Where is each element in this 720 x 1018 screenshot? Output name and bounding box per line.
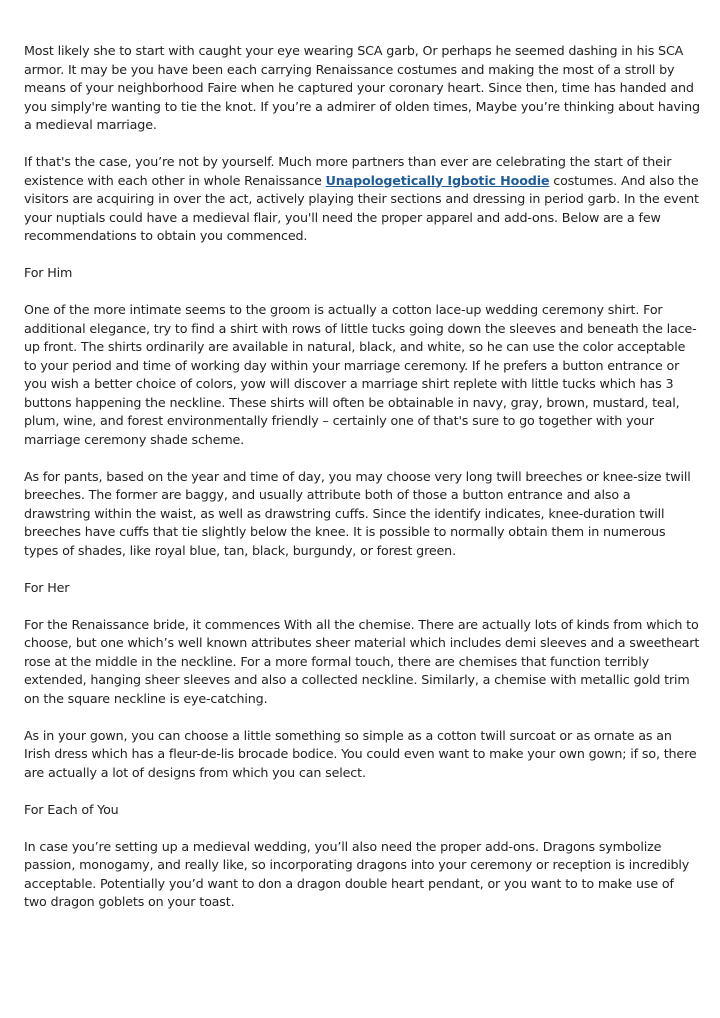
paragraph-chemise: For the Renaissance bride, it commences With all the chemise. There are actually lots of kinds from which to choose, but one which’s well known attributes sheer material which includes demi sleeves and a sweetheart rose at the middle in the neckline. For a more formal touch, there are chemises that function terribly extended, hanging sheer sleeves and also a collected neckline. Similarly, a chemise with metallic gold trim on the square neckline is eye-catching. xyxy=(24,616,700,706)
paragraph-gown: As in your gown, you can choose a little something so simple as a cotton twill surcoat or as ornate as an Irish dress which has a fleur-de-lis brocade bodice. You could even want to make your own gown; if so, there are actually a lot of designs from which you can select. xyxy=(24,727,697,780)
article-body xyxy=(24,42,700,930)
heading-for-each-of-you: For Each of You xyxy=(24,801,119,817)
hoodie-link[interactable]: Unapologetically Igbotic Hoodie xyxy=(325,172,550,188)
paragraph-pants: As for pants, based on the year and time of day, you may choose very long twill breeches or knee-size twill breeches. The former are baggy, and usually attribute both of those a button entrance and also a drawstring within the waist, as well as drawstring cuffs. Since the identify indicates, knee-duration twill breeches have cuffs that tie slightly below the knee. It is possible to normally obtain them in numerous types of shades, like royal blue, tan, black, burgundy, or forest green. xyxy=(24,468,691,558)
heading-for-her: For Her xyxy=(24,579,70,595)
paragraph-add-ons: In case you’re setting up a medieval wedding, you’ll also need the proper add-ons. Dragons symbolize passion, monogamy, and really like, so incorporating dragons into your ceremony or reception is incredibly acceptable. Potentially you’d want to don a dragon double heart pendant, or you want to to make use of two dragon goblets on your toast. xyxy=(24,838,690,909)
paragraph-renaissance xyxy=(24,153,700,246)
paragraph-shirts: One of the more intimate seems to the groom is actually a cotton lace-up wedding ceremony shirt. For additional elegance, try to find a shirt with rows of little tucks going down the sleeves and beneath the lace-up front. The shirts ordinarily are available in natural, black, and white, so he can use the color acceptable to your period and time of working day within your marriage ceremony. If he prefers a button entrance or you wish a better choice of colors, yow will discover a marriage shirt replete with little tucks which has 3 buttons happening the neckline. These shirts will often be obtainable in navy, gray, brown, mustard, teal, plum, wine, and forest environmentally friendly – certainly one of that's sure to go together with your marriage ceremony shade scheme. xyxy=(24,302,697,447)
paragraph-renaissance-end: costumes. And also the visitors are acquiring in over the act, actively playing their sections and dressing in period garb. In the event your nuptials could have a medieval flair, you'll need the proper apparel and add-ons. Below are a few recommendations to obtain you commenced. xyxy=(24,172,699,243)
heading-for-him: For Him xyxy=(24,265,73,280)
paragraph-intro: Most likely she to start with caught your eye wearing SCA garb, Or perhaps he seemed dashing in his SCA armor. It may be you have been each carrying Renaissance costumes and making the most of a stroll by means of your neighborhood Faire when he captured your coronary heart. Since then, time has handed and you simply're wanting to tie the knot. If you’re a admirer of olden times, Maybe you’re thinking about having a medieval marriage. xyxy=(24,43,700,132)
paragraph-renaissance-start: If that's the case, you’re not by yourself. Much more partners than ever are celebrating the start of their existence with each other in whole Renaissance xyxy=(24,154,672,188)
